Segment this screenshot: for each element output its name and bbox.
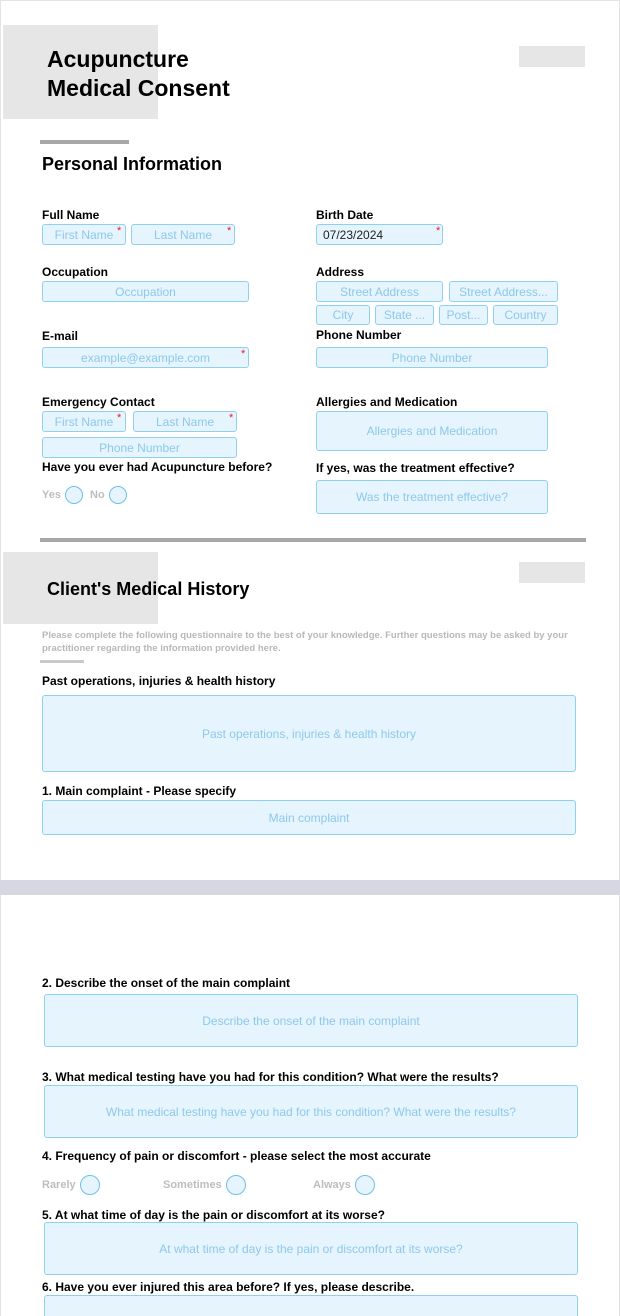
heading-accent-rule bbox=[40, 140, 129, 144]
always-option-label: Always bbox=[313, 1179, 351, 1191]
form-page-2 bbox=[0, 895, 620, 1316]
required-marker: * bbox=[436, 225, 441, 237]
birth-date-input[interactable]: 07/23/2024 bbox=[316, 224, 443, 245]
occupation-input[interactable]: Occupation bbox=[42, 281, 249, 302]
last-name-input[interactable]: Last Name bbox=[131, 224, 235, 245]
medical-history-heading: Client's Medical History bbox=[47, 579, 250, 599]
emergency-contact-label: Emergency Contact bbox=[42, 395, 155, 409]
previous-injury-label: 6. Have you ever injured this area before? If yes, please describe. bbox=[42, 1280, 415, 1294]
no-option-label: No bbox=[90, 489, 105, 501]
rarely-option-label: Rarely bbox=[42, 1179, 76, 1191]
main-complaint-label: 1. Main complaint - Please specify bbox=[42, 784, 237, 798]
past-operations-input[interactable]: Past operations, injuries & health history bbox=[42, 695, 576, 772]
email-label: E-mail bbox=[42, 329, 79, 343]
medical-testing-label: 3. What medical testing have you had for this condition? What were the results? bbox=[42, 1070, 499, 1084]
required-marker: * bbox=[227, 225, 232, 237]
allergies-input[interactable]: Allergies and Medication bbox=[316, 411, 548, 451]
previous-injury-input[interactable] bbox=[44, 1295, 578, 1316]
main-complaint-input[interactable]: Main complaint bbox=[42, 800, 576, 835]
emergency-phone-input[interactable]: Phone Number bbox=[42, 437, 237, 458]
form-title-line2: Medical Consent bbox=[47, 75, 230, 101]
form-title-line1: Acupuncture bbox=[47, 46, 189, 72]
section-divider bbox=[40, 538, 586, 542]
onset-input[interactable]: Describe the onset of the main complaint bbox=[44, 994, 578, 1047]
medical-testing-input[interactable]: What medical testing have you had for this condition? What were the results? bbox=[44, 1085, 578, 1138]
acupuncture-before-label: Have you ever had Acupuncture before? bbox=[42, 460, 273, 474]
questionnaire-note: Please complete the following questionnaire to the best of your knowledge. Further questions may be asked by your practitioner regarding the information provided here. bbox=[42, 630, 568, 654]
street-address-input[interactable]: Street Address bbox=[316, 281, 443, 302]
required-marker: * bbox=[241, 348, 246, 360]
rarely-radio[interactable] bbox=[80, 1175, 100, 1195]
required-marker: * bbox=[117, 412, 122, 424]
country-input[interactable]: Country bbox=[493, 305, 558, 325]
street-address-line2-input[interactable]: Street Address... bbox=[449, 281, 558, 302]
required-marker: * bbox=[229, 412, 234, 424]
emergency-first-name-input[interactable]: First Name bbox=[42, 411, 126, 432]
required-marker: * bbox=[117, 225, 122, 237]
form-title bbox=[47, 45, 230, 103]
always-radio[interactable] bbox=[355, 1175, 375, 1195]
yes-radio[interactable] bbox=[65, 486, 83, 504]
full-name-label: Full Name bbox=[42, 208, 100, 222]
worst-time-input[interactable]: At what time of day is the pain or discomfort at its worse? bbox=[44, 1222, 578, 1275]
frequency-label: 4. Frequency of pain or discomfort - please select the most accurate bbox=[42, 1149, 431, 1163]
city-input[interactable]: City bbox=[316, 305, 370, 325]
allergies-label: Allergies and Medication bbox=[316, 395, 458, 409]
email-input[interactable]: example@example.com bbox=[42, 347, 249, 368]
note-accent-rule bbox=[40, 660, 84, 663]
personal-info-heading: Personal Information bbox=[42, 154, 223, 174]
emergency-last-name-input[interactable]: Last Name bbox=[133, 411, 237, 432]
phone-input[interactable]: Phone Number bbox=[316, 347, 548, 368]
no-radio[interactable] bbox=[109, 486, 127, 504]
treatment-effective-label: If yes, was the treatment effective? bbox=[316, 461, 515, 475]
phone-label: Phone Number bbox=[316, 328, 402, 342]
treatment-effective-input[interactable]: Was the treatment effective? bbox=[316, 480, 548, 514]
postal-code-input[interactable]: Post... bbox=[439, 305, 488, 325]
sometimes-option-label: Sometimes bbox=[163, 1179, 222, 1191]
occupation-label: Occupation bbox=[42, 265, 109, 279]
corner-placeholder bbox=[519, 46, 585, 67]
past-operations-label: Past operations, injuries & health history bbox=[42, 674, 276, 688]
first-name-input[interactable]: First Name bbox=[42, 224, 126, 245]
page-separator bbox=[0, 880, 620, 895]
onset-label: 2. Describe the onset of the main complaint bbox=[42, 976, 291, 990]
worst-time-label: 5. At what time of day is the pain or discomfort at its worse? bbox=[42, 1208, 385, 1222]
state-input[interactable]: State ... bbox=[375, 305, 434, 325]
corner-placeholder bbox=[519, 562, 585, 583]
address-label: Address bbox=[316, 265, 365, 279]
sometimes-radio[interactable] bbox=[226, 1175, 246, 1195]
yes-option-label: Yes bbox=[42, 489, 61, 501]
birth-date-label: Birth Date bbox=[316, 208, 374, 222]
